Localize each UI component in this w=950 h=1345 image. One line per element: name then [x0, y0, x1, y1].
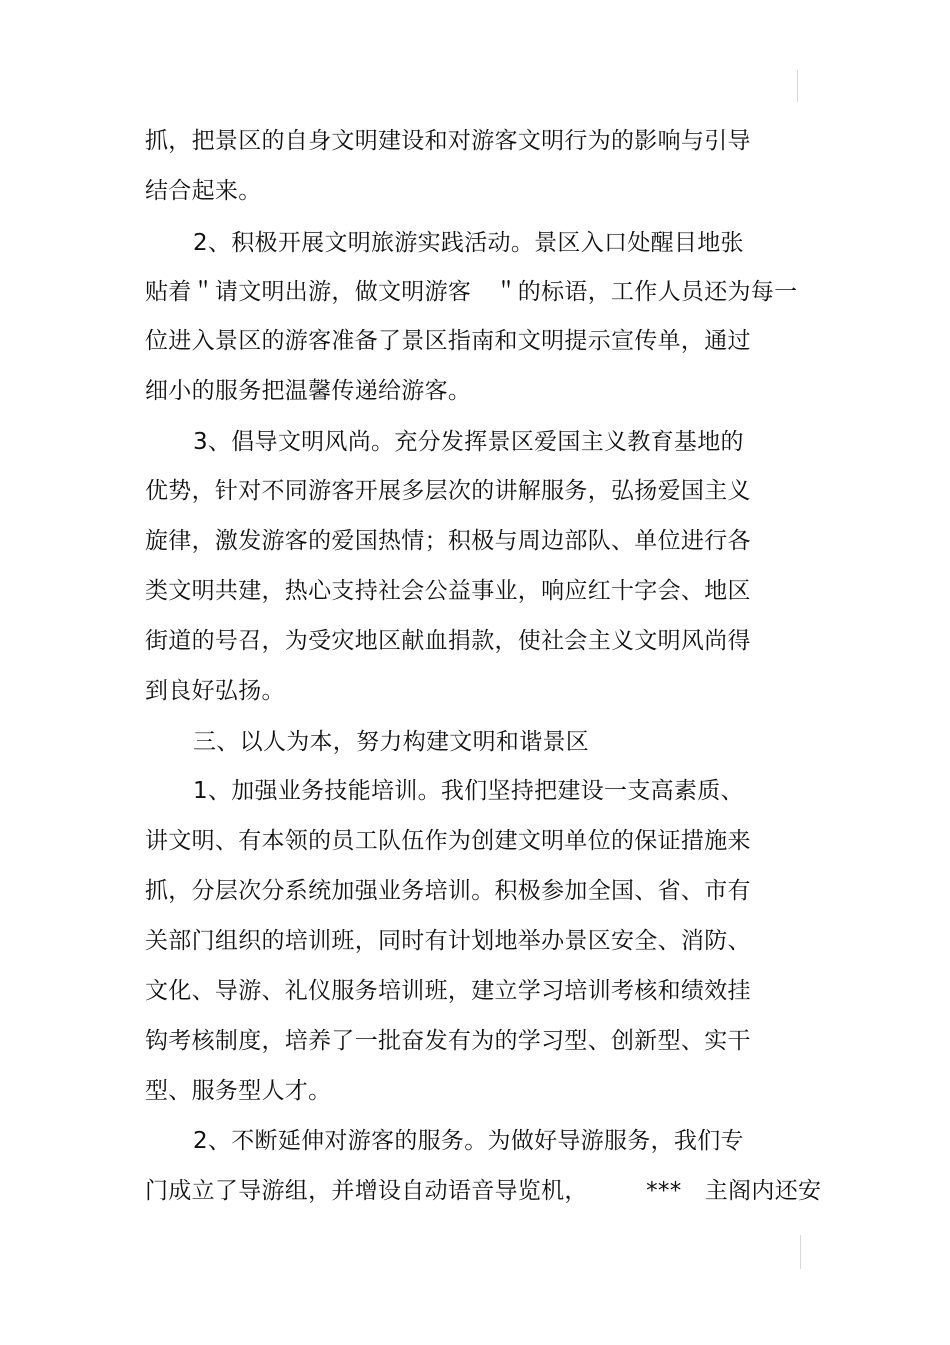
text-line: 讲文明、有本领的员工队伍作为创建文明单位的保证措施来: [145, 828, 751, 854]
text-line: 细小的服务把温馨传递给游客。: [145, 378, 472, 404]
text-line: 抓，分层次分系统加强业务培训。积极参加全国、省、市有: [145, 878, 751, 904]
text-line: 钩考核制度，培养了一批奋发有为的学习型、创新型、实干: [145, 1028, 751, 1054]
text-line: 关部门组织的培训班，同时有计划地举办景区安全、消防、: [145, 928, 751, 954]
text-line: 文化、导游、礼仪服务培训班，建立学习培训考核和绩效挂: [145, 978, 751, 1004]
text-line: 2、不断延伸对游客的服务。为做好导游服务，我们专: [193, 1128, 744, 1154]
text-line: 型、服务型人才。: [145, 1078, 332, 1104]
text-line: 到良好弘扬。: [145, 678, 285, 704]
text-line: 类文明共建，热心支持社会公益事业，响应红十字会、地区: [145, 578, 751, 604]
text-line: 位进入景区的游客准备了景区指南和文明提示宣传单，通过: [145, 328, 751, 354]
text-line: 贴着＂请文明出游，做文明游客 ＂的标语，工作人员还为每一: [145, 279, 798, 305]
text-line: 门成立了导游组，并增设自动语音导览机， *** 主阁内还安: [145, 1178, 822, 1204]
text-line: 优势，针对不同游客开展多层次的讲解服务，弘扬爱国主义: [145, 478, 751, 504]
text-line: 3、倡导文明风尚。充分发挥景区爱国主义教育基地的: [193, 429, 744, 455]
text-line: 旋律，激发游客的爱国热情；积极与周边部队、单位进行各: [145, 528, 751, 554]
text-line: 街道的号召，为受灾地区献血捐款，使社会主义文明风尚得: [145, 628, 751, 654]
page-edge-mark-bottom: [800, 1235, 801, 1269]
section-heading: 三、以人为本，努力构建文明和谐景区: [193, 729, 590, 755]
text-line: 结合起来。: [145, 178, 262, 204]
text-line: 抓，把景区的自身文明建设和对游客文明行为的影响与引导: [145, 128, 751, 154]
page-edge-mark-top: [797, 70, 798, 102]
text-line: 2、积极开展文明旅游实践活动。景区入口处醒目地张: [193, 230, 744, 256]
text-line: 1、加强业务技能培训。我们坚持把建设一支高素质、: [193, 778, 744, 804]
